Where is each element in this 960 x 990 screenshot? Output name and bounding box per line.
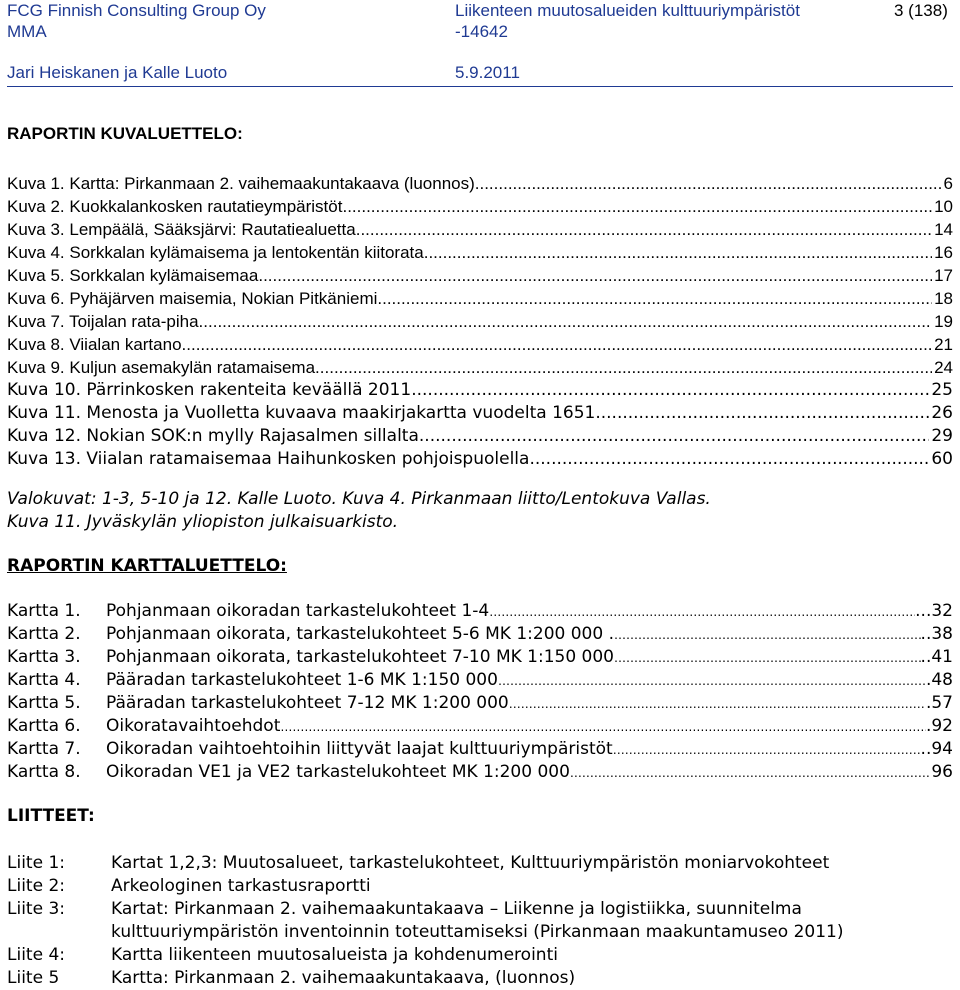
attachment-entry[interactable] (7, 852, 953, 875)
map-entry-title: Pohjanmaan oikorata, tarkastelukohteet 5-6 MK 1:200 000 . (106, 624, 614, 644)
map-entry-number: Kartta 4. (7, 670, 81, 690)
attachment-entry[interactable] (7, 967, 953, 990)
map-entry-page: .57 (925, 693, 953, 713)
figure-entry[interactable] (7, 379, 953, 402)
figure-entry-label: Kuva 6. Pyhäjärven maisemia, Nokian Pitkäniemi (7, 289, 378, 308)
dot-leader (529, 448, 929, 471)
figure-entry[interactable] (7, 333, 953, 356)
figure-entry[interactable] (7, 310, 953, 333)
figure-entry[interactable] (7, 402, 953, 425)
map-entry-page: ..94 (920, 739, 953, 759)
dot-leader (475, 172, 942, 195)
map-entry-number: Kartta 6. (7, 716, 81, 736)
map-entry-number: Kartta 8. (7, 762, 81, 782)
dot-leader (342, 195, 932, 218)
figure-entry-label: Kuva 10. Pärrinkosken rakenteita keväällä 2011 (7, 380, 412, 400)
attachment-label: Liite 4: (7, 945, 65, 965)
attachments-heading: LIITTEET: (7, 806, 95, 826)
figure-entry-page: 60 (931, 449, 953, 469)
dot-leader (280, 716, 926, 739)
figure-entry[interactable] (7, 425, 953, 448)
attachment-text: Kartat 1,2,3: Muutosalueet, tarkastelukohteet, Kulttuuriympäristön moniarvokohteet (111, 853, 830, 873)
dot-leader (315, 356, 932, 379)
header-company (7, 0, 266, 42)
map-entry-title: Oikoratavaihtoehdot (106, 716, 281, 736)
map-entry-title: Pohjanmaan oikoradan tarkastelukohteet 1-4 (106, 601, 490, 621)
photo-credits-line2: Kuva 11. Jyväskylän yliopiston julkaisuarkisto. (7, 512, 399, 532)
header-company-name: FCG Finnish Consulting Group Oy (7, 1, 266, 20)
figure-entry-page: 24 (934, 358, 953, 377)
map-entry-title: Oikoradan vaihtoehtoihin liittyvät laajat kulttuuriympäristöt (106, 739, 613, 759)
attachment-text: Arkeologinen tarkastusraportti (111, 876, 371, 896)
figure-entry-label: Kuva 2. Kuokkalankosken rautatieympäristöt (7, 197, 343, 216)
map-entry-title: Oikoradan VE1 ja VE2 tarkastelukohteet MK 1:200 000 (106, 762, 570, 782)
attachment-label: Liite 2: (7, 876, 65, 896)
map-entry[interactable] (7, 761, 953, 784)
figure-entry-label: Kuva 8. Viialan kartano (7, 335, 182, 354)
header-divider (7, 86, 953, 87)
map-entry-page: .48 (925, 670, 953, 690)
figures-list (7, 172, 953, 471)
figure-entry-label: Kuva 9. Kuljun asemakylän ratamaisema (7, 358, 316, 377)
dot-leader (356, 218, 932, 241)
attachment-entry[interactable] (7, 875, 953, 898)
map-entry[interactable] (7, 692, 953, 715)
figure-entry-page: 25 (931, 380, 953, 400)
figure-entry-page: 29 (931, 426, 953, 446)
dot-leader (199, 310, 933, 333)
attachments-list (7, 852, 953, 990)
figures-heading: RAPORTIN KUVALUETTELO: (7, 124, 243, 143)
map-entry-title: Pääradan tarkastelukohteet 7-12 MK 1:200 000 (106, 693, 509, 713)
map-entry-title: Pohjanmaan oikorata, tarkastelukohteet 7-10 MK 1:150 000 (106, 647, 614, 667)
map-entry[interactable] (7, 738, 953, 761)
dot-leader (613, 739, 921, 762)
maps-list (7, 600, 953, 784)
dot-leader (614, 624, 921, 647)
figure-entry-label: Kuva 13. Viialan ratamaisemaa Haihunkosken pohjoispuolella (7, 449, 530, 469)
map-entry-page: 96 (931, 762, 953, 782)
dot-leader (614, 647, 921, 670)
map-entry-page: ..41 (920, 647, 953, 667)
dot-leader (509, 693, 926, 716)
attachment-text: Kartta liikenteen muutosalueista ja kohdenumerointi (111, 945, 558, 965)
dot-leader (489, 601, 915, 624)
figure-entry-page: 19 (934, 312, 953, 331)
map-entry-page: ...32 (915, 601, 953, 621)
attachment-text: Kartat: Pirkanmaan 2. vaihemaakuntakaava – Liikenne ja logistiikka, suunnitelma kulttuuriympäristön inventoinnin toteuttamiseksi (Pirkanmaan maakuntamuseo 2011) (111, 899, 844, 942)
map-entry-page: .92 (925, 716, 953, 736)
dot-leader (570, 762, 931, 785)
figure-entry[interactable] (7, 241, 953, 264)
map-entry[interactable] (7, 715, 953, 738)
maps-heading: RAPORTIN KARTTALUETTELO: (7, 556, 287, 576)
map-entry-number: Kartta 5. (7, 693, 81, 713)
header-title-line1: Liikenteen muutosalueiden kulttuuriympäristöt (455, 1, 800, 20)
figure-entry-page: 17 (934, 266, 953, 285)
dot-leader (377, 287, 932, 310)
figure-entry-page: 18 (934, 289, 953, 308)
map-entry-page: ..38 (920, 624, 953, 644)
photo-credits-line1: Valokuvat: 1-3, 5-10 ja 12. Kalle Luoto. Kuva 4. Pirkanmaan liitto/Lentokuva Vallas. (7, 489, 711, 509)
figure-entry[interactable] (7, 287, 953, 310)
dot-leader (182, 333, 933, 356)
dot-leader (498, 670, 926, 693)
figure-entry[interactable] (7, 195, 953, 218)
map-entry-number: Kartta 1. (7, 601, 81, 621)
photo-credits (7, 488, 711, 534)
map-entry[interactable] (7, 669, 953, 692)
dot-leader (419, 425, 929, 448)
figure-entry-label: Kuva 7. Toijalan rata-piha (7, 312, 199, 331)
figure-entry-label: Kuva 4. Sorkkalan kylämaisema ja lentokentän kiitorata (7, 243, 424, 262)
figure-entry-label: Kuva 12. Nokian SOK:n mylly Rajasalmen sillalta (7, 426, 419, 446)
figure-entry[interactable] (7, 172, 953, 195)
header-company-unit: MMA (7, 22, 47, 41)
figure-entry-page: 26 (931, 403, 953, 423)
figure-entry-label: Kuva 5. Sorkkalan kylämaisemaa (7, 266, 259, 285)
dot-leader (595, 402, 929, 425)
map-entry-number: Kartta 7. (7, 739, 81, 759)
map-entry[interactable] (7, 623, 953, 646)
figure-entry-page: 14 (934, 220, 953, 239)
header-title-line2: -14642 (455, 22, 508, 41)
attachment-label: Liite 1: (7, 853, 65, 873)
header-authors: Jari Heiskanen ja Kalle Luoto (7, 63, 228, 82)
figure-entry[interactable] (7, 264, 953, 287)
attachment-entry[interactable] (7, 898, 953, 944)
attachment-label: Liite 3: (7, 899, 65, 919)
attachment-label: Liite 5 (7, 968, 60, 988)
map-entry-number: Kartta 2. (7, 624, 81, 644)
figure-entry-label: Kuva 11. Menosta ja Vuolletta kuvaava maakirjakartta vuodelta 1651 (7, 403, 596, 423)
figure-entry-page: 16 (934, 243, 953, 262)
header-date: 5.9.2011 (455, 63, 520, 82)
attachment-entry[interactable] (7, 944, 953, 967)
figure-entry[interactable] (7, 218, 953, 241)
figure-entry-page: 6 (943, 174, 953, 193)
figure-entry[interactable] (7, 356, 953, 379)
figure-entry-label: Kuva 1. Kartta: Pirkanmaan 2. vaihemaakuntakaava (luonnos) (7, 174, 475, 193)
attachment-text: Kartta: Pirkanmaan 2. vaihemaakuntakaava, (luonnos) (111, 968, 576, 988)
map-entry[interactable] (7, 600, 953, 623)
dot-leader (411, 379, 929, 402)
map-entry[interactable] (7, 646, 953, 669)
dot-leader (424, 241, 932, 264)
map-entry-title: Pääradan tarkastelukohteet 1-6 MK 1:150 000 (106, 670, 498, 690)
map-entry-number: Kartta 3. (7, 647, 81, 667)
figure-entry-label: Kuva 3. Lempäälä, Sääksjärvi: Rautatiealuetta (7, 220, 356, 239)
figure-entry-page: 10 (934, 197, 953, 216)
figure-entry-page: 21 (934, 335, 953, 354)
header-page-number: 3 (138) (894, 1, 948, 20)
header-report-title (455, 0, 800, 42)
figure-entry[interactable] (7, 448, 953, 471)
dot-leader (258, 264, 932, 287)
